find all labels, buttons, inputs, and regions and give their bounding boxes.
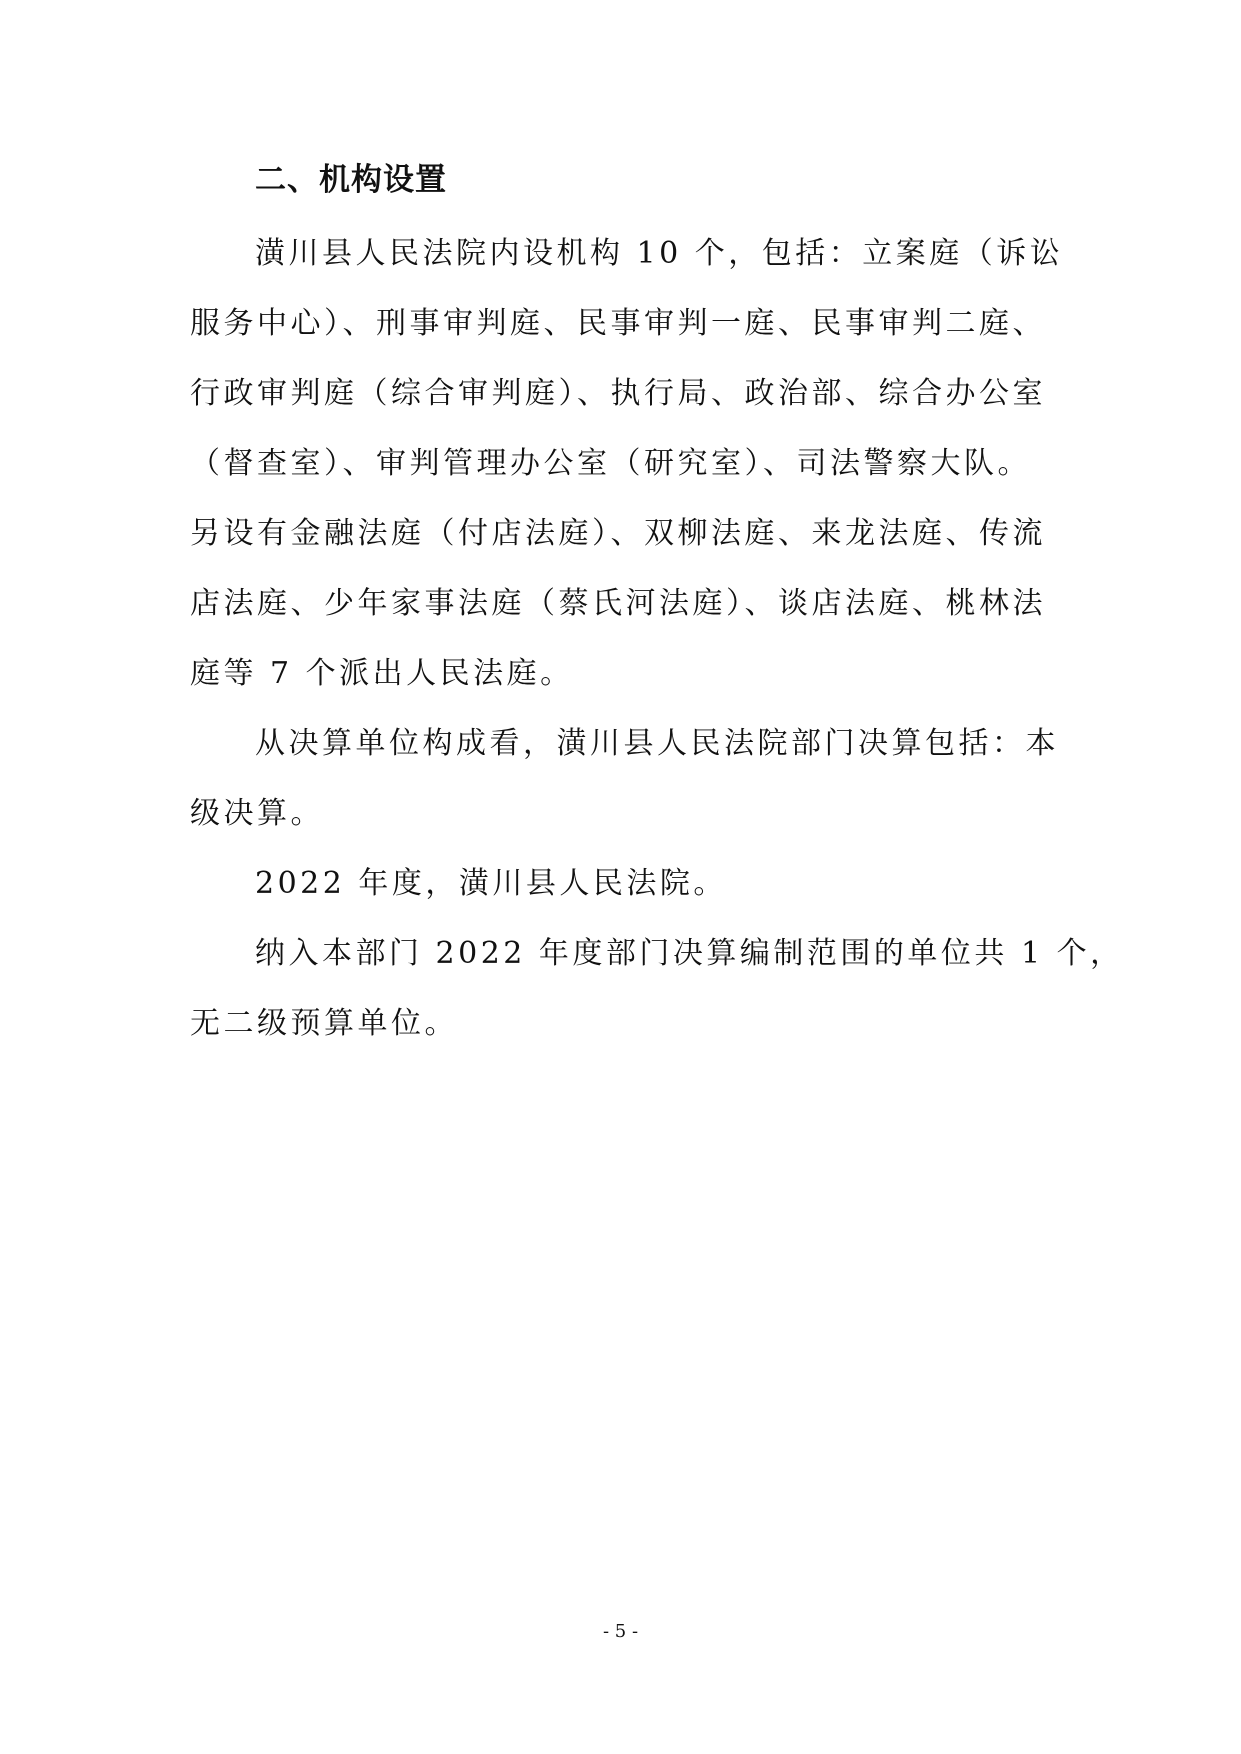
paragraph-line: 2022 年度，潢川县人民法院。 [255,866,727,901]
paragraph-line: 级决算。 [190,796,324,831]
paragraph-line: 店法庭、少年家事法庭（蔡氏河法庭）、谈店法庭、桃林法 [190,586,1046,621]
paragraph-line: （督查室）、审判管理办公室（研究室）、司法警察大队。 [190,446,1031,481]
paragraph-line: 无二级预算单位。 [190,1006,458,1041]
paragraph-line: 从决算单位构成看，潢川县人民法院部门决算包括：本 [255,726,1059,761]
paragraph-line: 行政审判庭（综合审判庭）、执行局、政治部、综合办公室 [190,376,1046,411]
page-number: - 5 - [602,1621,639,1642]
paragraph-line: 另设有金融法庭（付店法庭）、双柳法庭、来龙法庭、传流 [190,516,1046,551]
paragraph-line: 服务中心）、刑事审判庭、民事审判一庭、民事审判二庭、 [190,306,1046,341]
paragraph-line: 庭等 7 个派出人民法庭。 [190,656,574,691]
section-heading: 二、机构设置 [255,162,447,198]
paragraph-line: 纳入本部门 2022 年度部门决算编制范围的单位共 1 个， [255,936,1124,971]
paragraph-line: 潢川县人民法院内设机构 10 个，包括：立案庭（诉讼 [255,236,1064,271]
